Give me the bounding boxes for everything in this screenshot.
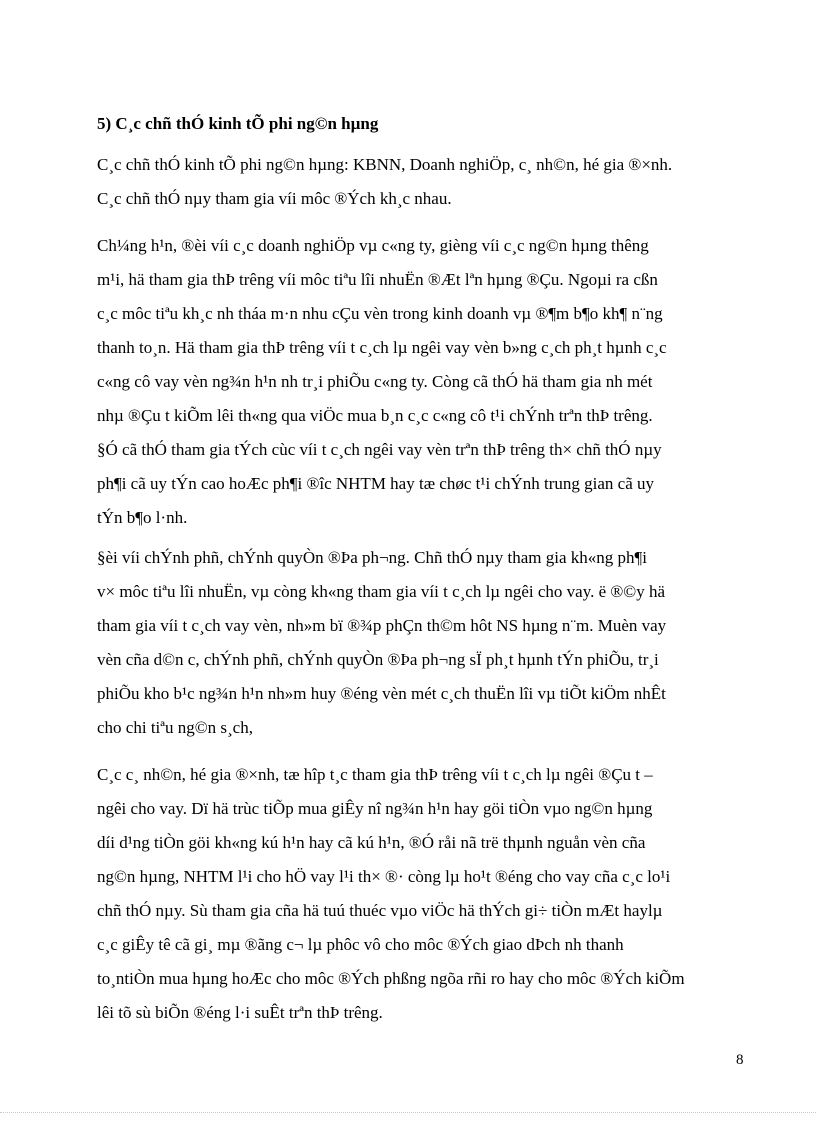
paragraph-2-line: c«ng cô vay vèn ng¾n h¹n nh tr¸i phiÕu c«ng ty. Còng cã thÓ hä tham gia nh mét [97,372,653,391]
section-heading: 5) C¸c chñ thÓ kinh tÕ phi ng©n hµng [97,114,379,133]
page-number: 8 [736,1052,744,1068]
paragraph-1-line: C¸c chñ thÓ nµy tham gia víi môc ®Ých kh¸c nhau. [97,189,452,208]
paragraph-4-line: ngêi cho vay. Dï hä trùc tiÕp mua giÊy nî ng¾n h¹n hay göi tiÒn vµo ng©n hµng [97,799,653,818]
paragraph-1 [97,148,742,216]
paragraph-4-line: chñ thÓ nµy. Sù tham gia cña hä tuú thuéc vµo viÖc hä thÝch gi÷ tiÒn mÆt haylµ [97,901,663,920]
paragraph-4-line: díi d¹ng tiÒn göi kh«ng kú h¹n hay cã kú h¹n, ®Ó råi nã trë thµnh nguån vèn cña [97,833,646,852]
paragraph-2 [97,229,742,535]
paragraph-2-line: tÝn b¶o l·nh. [97,508,188,527]
paragraph-2-line: §Ó cã thÓ tham gia tÝch cùc víi t c¸ch ngêi vay vèn trªn thÞ trêng th× chñ thÓ nµy [97,440,662,459]
paragraph-2-line: m¹i, hä tham gia thÞ trêng víi môc tiªu lîi nhuËn ®Æt lªn hµng ®Çu. Ngoµi ra cßn [97,270,658,289]
paragraph-1-line: C¸c chñ thÓ kinh tÕ phi ng©n hµng: KBNN, Doanh nghiÖp, c¸ nh©n, hé gia ®×nh. [97,155,673,174]
paragraph-4 [97,758,742,1030]
paragraph-3-line: v× môc tiªu lîi nhuËn, vµ còng kh«ng tham gia víi t c¸ch lµ ngêi cho vay. ë ®©y hä [97,582,666,601]
paragraph-4-line: C¸c c¸ nh©n, hé gia ®×nh, tæ hîp t¸c tham gia thÞ trêng víi t c¸ch lµ ngêi ®Çu t – [97,765,653,784]
paragraph-3-line: phiÕu kho b¹c ng¾n h¹n nh»m huy ®éng vèn mét c¸ch thuËn lîi vµ tiÕt kiÖm nhÊt [97,684,666,703]
paragraph-2-line: Ch¼ng h¹n, ®èi víi c¸c doanh nghiÖp vµ c«ng ty, gièng víi c¸c ng©n hµng thêng [97,236,649,255]
paragraph-4-line: ng©n hµng, NHTM l¹i cho hÖ vay l¹i th× ®· còng lµ ho¹t ®éng cho vay cña c¸c lo¹i [97,867,671,886]
paragraph-3 [97,541,742,745]
paragraph-4-line: to¸ntiÒn mua hµng hoÆc cho môc ®Ých phßng ngõa rñi ro hay cho môc ®Ých kiÕm [97,969,685,988]
paragraph-2-line: ph¶i cã uy tÝn cao hoÆc ph¶i ®îc NHTM hay tæ chøc t¹i chÝnh trung gian cã uy [97,474,654,493]
paragraph-2-line: thanh to¸n. Hä tham gia thÞ trêng víi t c¸ch lµ ngêi vay vèn b»ng c¸ch ph¸t hµnh c¸c [97,338,667,357]
paragraph-4-line: lêi tõ sù biÕn ®éng l·i suÊt trªn thÞ trêng. [97,1003,383,1022]
paragraph-3-line: §èi víi chÝnh phñ, chÝnh quyÒn ®Þa ph¬ng. Chñ thÓ nµy tham gia kh«ng ph¶i [97,548,647,567]
paragraph-3-line: vèn cña d©n c, chÝnh phñ, chÝnh quyÒn ®Þa ph¬ng sÏ ph¸t hµnh tÝn phiÕu, tr¸i [97,650,659,669]
page-bottom-divider [0,1112,816,1113]
paragraph-2-line: nhµ ®Çu t kiÕm lêi th«ng qua viÖc mua b¸n c¸c c«ng cô t¹i chÝnh trªn thÞ trêng. [97,406,653,425]
paragraph-4-line: c¸c giÊy tê cã gi¸ mµ ®ãng c¬ lµ phôc vô cho môc ®Ých giao dÞch nh thanh [97,935,624,954]
paragraph-3-line: tham gia víi t c¸ch vay vèn, nh»m bï ®¾p phÇn th©m hôt NS hµng n¨m. Muèn vay [97,616,667,635]
paragraph-3-line: cho chi tiªu ng©n s¸ch, [97,718,253,737]
paragraph-2-line: c¸c môc tiªu kh¸c nh tháa m·n nhu cÇu vèn trong kinh doanh vµ ®¶m b¶o kh¶ n¨ng [97,304,663,323]
